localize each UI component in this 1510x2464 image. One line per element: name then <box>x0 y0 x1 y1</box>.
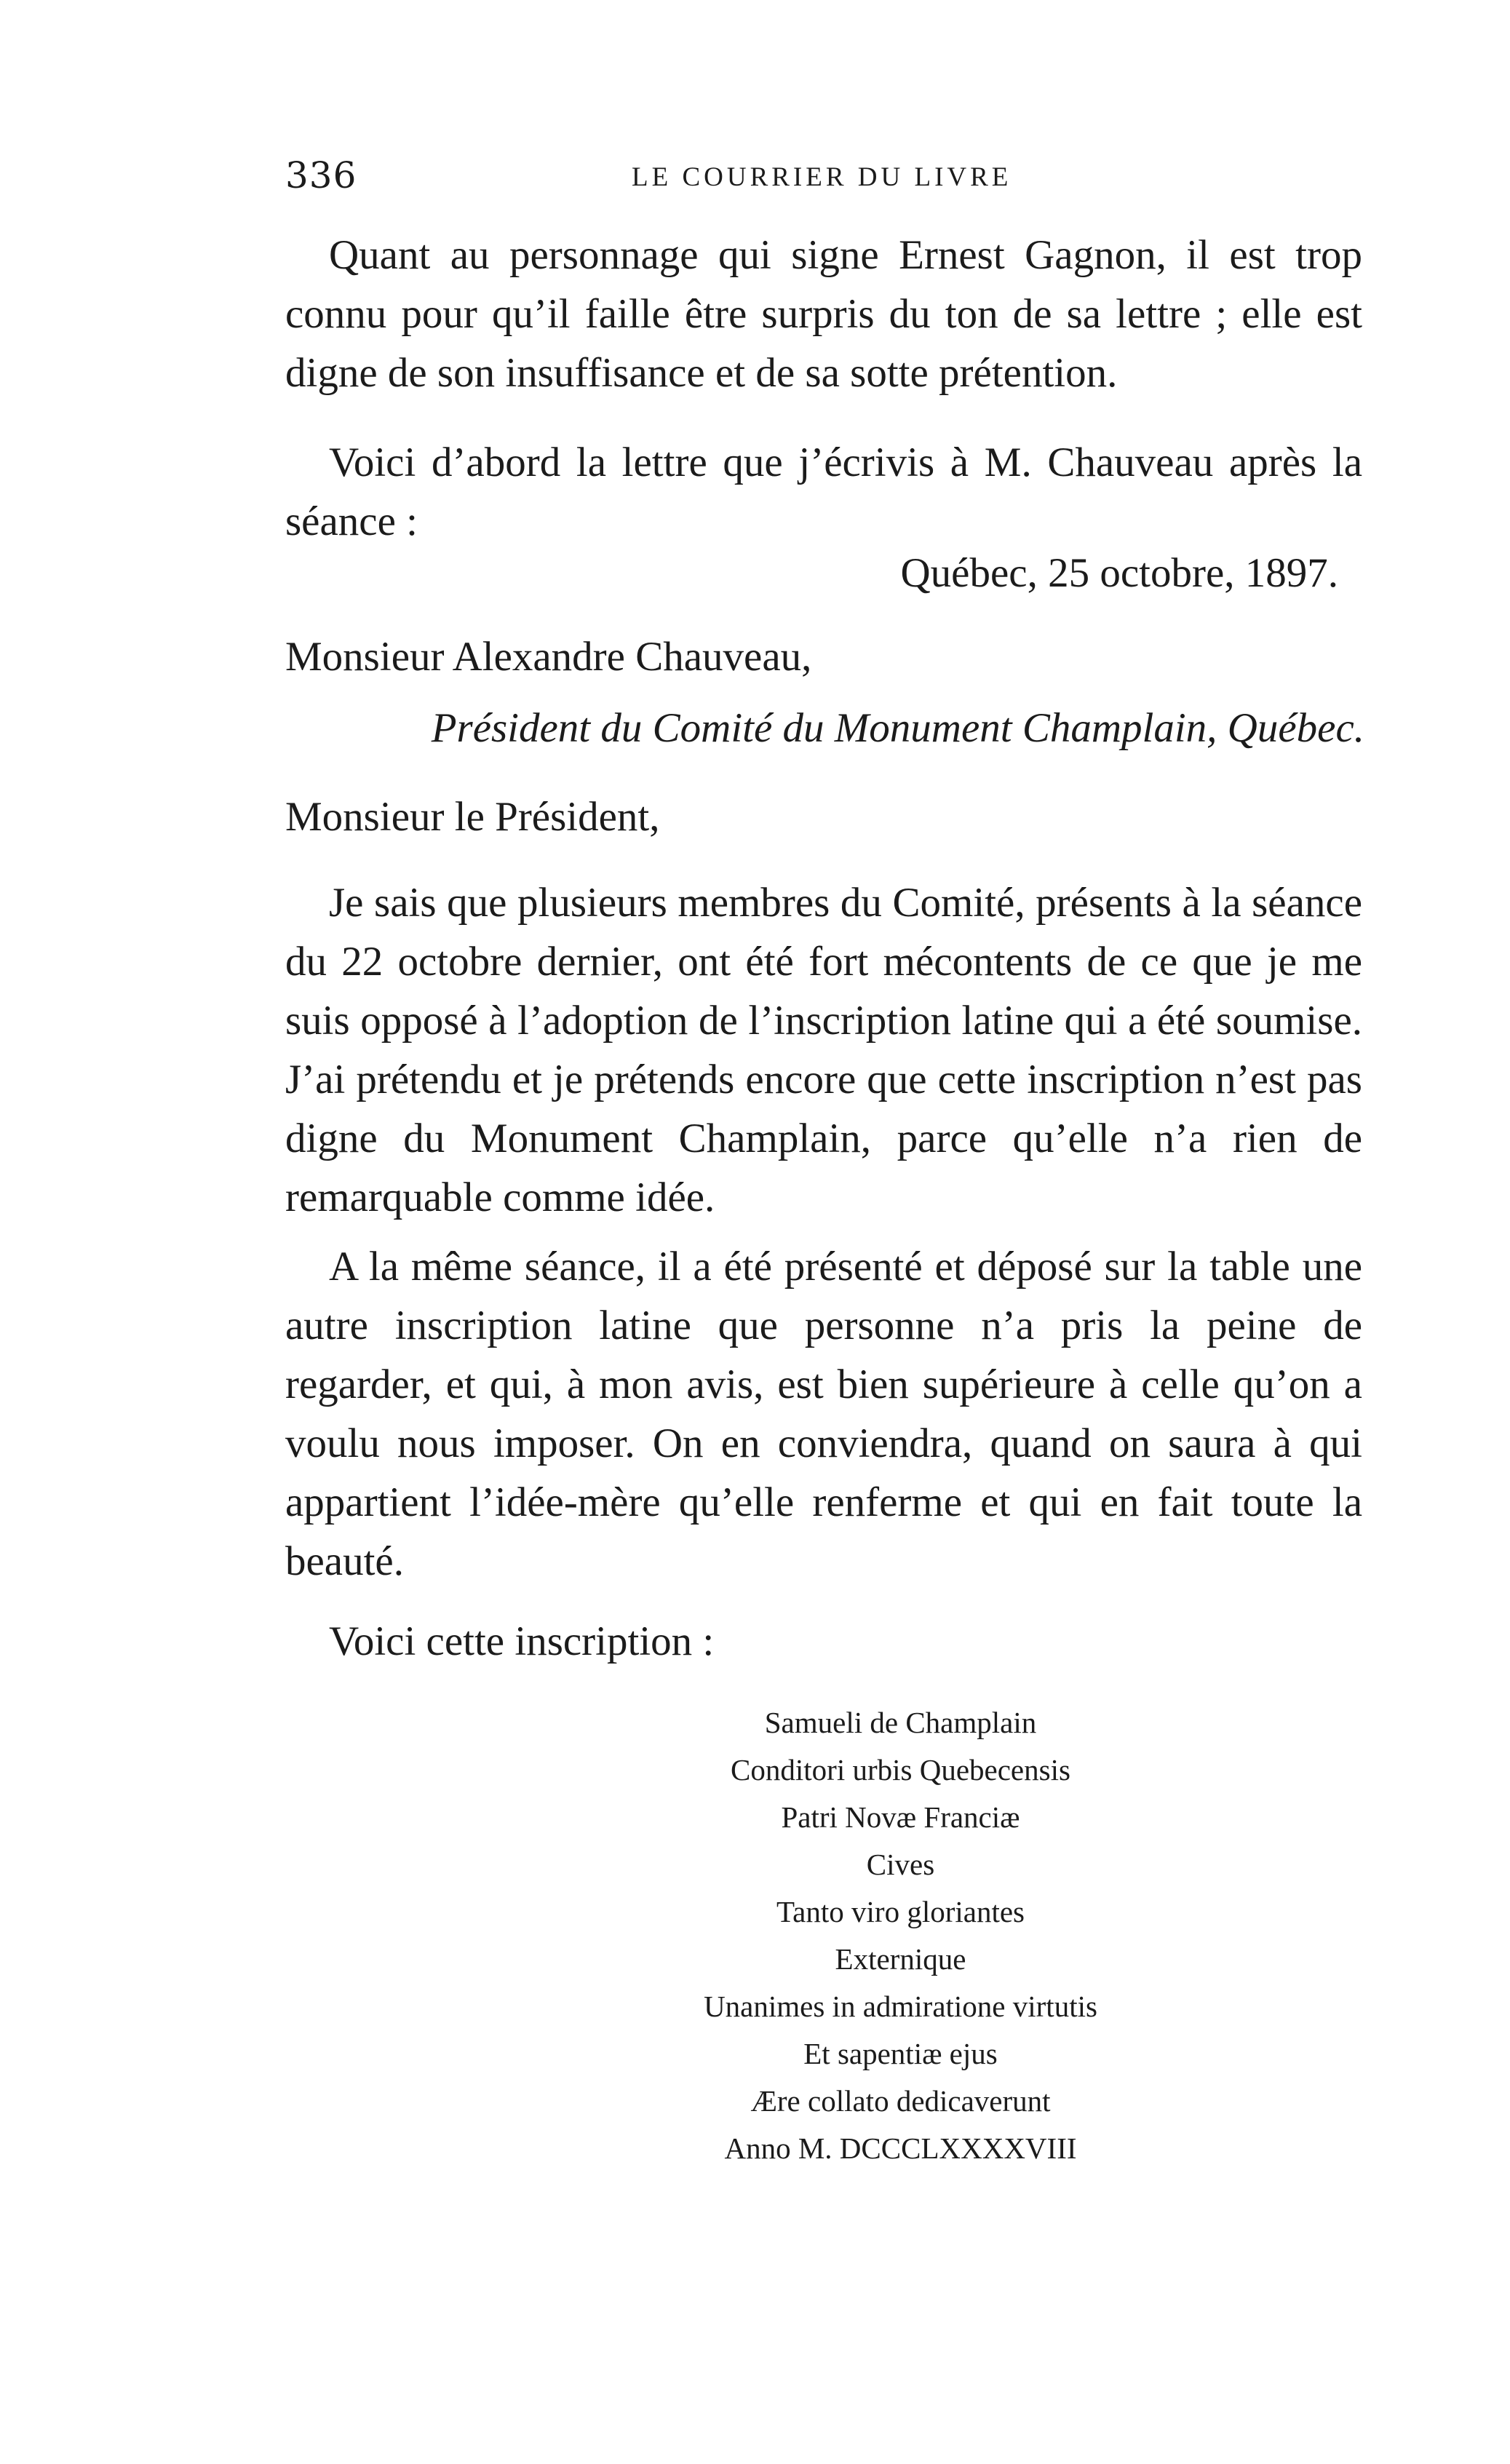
letter-recipient-title: Président du Comité du Monument Champlain, Québec. <box>431 705 1364 751</box>
inscription-line: Tanto viro gloriantes <box>776 1895 1025 1928</box>
running-title: LE COURRIER DU LIVRE <box>632 162 1012 192</box>
page-number: 336 <box>285 154 357 196</box>
latin-inscription <box>0 1699 1510 2172</box>
inscription-line: Et sapentiæ ejus <box>803 2037 998 2070</box>
paragraph-3: Je sais que plusieurs membres du Comité, présents à la séance du 22 octobre dernier, ont été fort mécontents de ce que je me suis opposé à l’adoption de l’inscription latine qui a été soumise. J’ai prétendu et je prétends encore que cette inscription n’est pas digne du Monument Champlain, parce qu’elle n’a rien de remarquable comme idée. <box>285 880 1362 1220</box>
letter-dateline: Québec, 25 octobre, 1897. <box>900 550 1338 596</box>
paragraph-5: Voici cette inscription : <box>329 1618 715 1664</box>
inscription-line: Patri Novæ Franciæ <box>781 1800 1020 1834</box>
inscription-line: Externique <box>835 1942 966 1976</box>
inscription-line: Anno M. DCCCLXXXXVIII <box>724 2131 1077 2165</box>
letter-salutation: Monsieur le Président, <box>285 794 660 840</box>
paragraph-4: A la même séance, il a été présenté et déposé sur la table une autre inscription latine que personne n’a pris la peine de regarder, et qui, à mon avis, est bien supérieure à celle qu’on a voulu nous imposer. On en conviendra, quand on saura à qui appartient l’idée-mère qu’elle renferme et qui en fait toute la beauté. <box>285 1244 1362 1584</box>
paragraph-1: Quant au personnage qui signe Ernest Gagnon, il est trop connu pour qu’il faille être surpris du ton de sa lettre ; elle est digne de son insuffisance et de sa sotte prétention. <box>285 232 1362 396</box>
inscription-line: Unanimes in admiratione virtutis <box>704 1990 1097 2023</box>
inscription-line: Ære collato dedicaverunt <box>750 2084 1051 2118</box>
inscription-line: Conditori urbis Quebecensis <box>731 1753 1070 1787</box>
paragraph-2: Voici d’abord la lettre que j’écrivis à M. Chauveau après la séance : <box>285 440 1362 544</box>
letter-recipient: Monsieur Alexandre Chauveau, <box>285 634 812 680</box>
inscription-line: Samueli de Champlain <box>764 1706 1037 1739</box>
inscription-line: Cives <box>866 1848 935 1881</box>
